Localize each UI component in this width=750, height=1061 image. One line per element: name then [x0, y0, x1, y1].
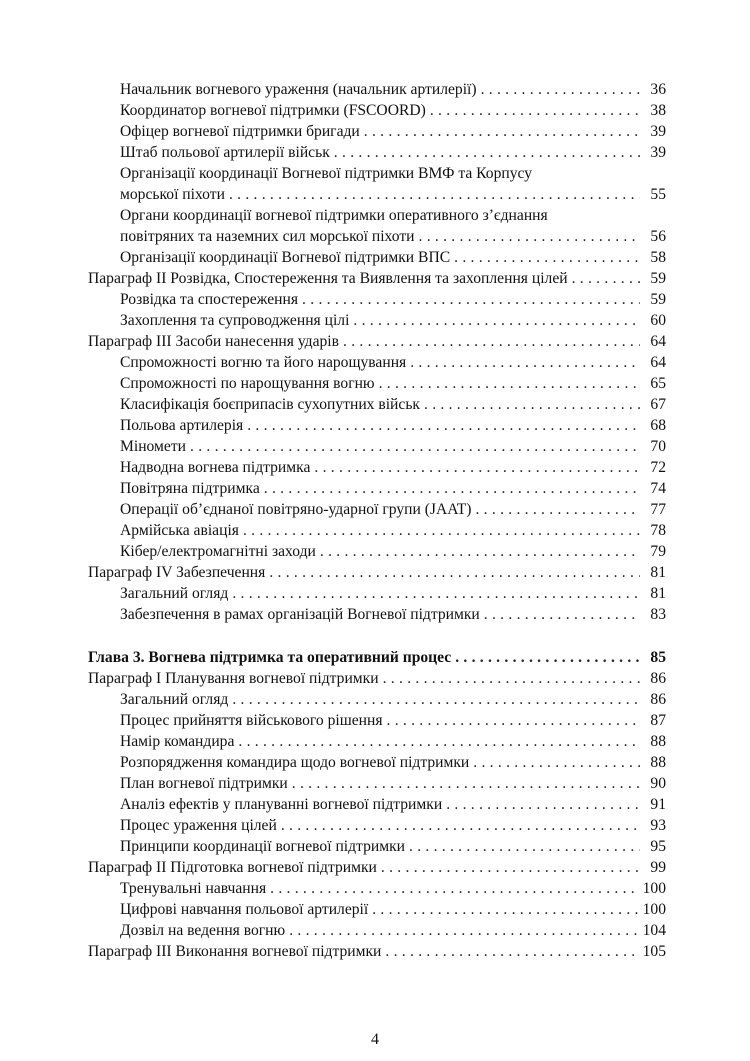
dot-leader: [410, 352, 640, 373]
dot-leader: [473, 752, 640, 773]
dot-leader: [381, 857, 640, 878]
toc-entry-title: Органи координації вогневої підтримки оперативного з’єднання: [120, 207, 548, 224]
dot-leader: [269, 562, 640, 583]
toc-entry-page: 91: [650, 796, 666, 813]
toc-entry-page: 90: [650, 775, 666, 792]
toc-entry-title: Намір командира: [120, 733, 235, 750]
toc-entry-page: 86: [650, 670, 666, 687]
toc-entry: [120, 520, 666, 541]
toc-entry: [120, 121, 666, 142]
dot-leader: [455, 647, 640, 668]
toc-entry-page: 81: [650, 585, 666, 602]
toc-entry-title: Принципи координації вогневої підтримки: [120, 838, 405, 855]
toc-entry-page: 100: [642, 880, 666, 897]
toc-entry: [120, 541, 666, 562]
toc-entry-title: Параграф І Планування вогневої підтримки: [88, 670, 379, 687]
dot-leader: [475, 499, 640, 520]
dot-leader: [353, 310, 640, 331]
dot-leader: [383, 668, 640, 689]
toc-entry-title: Процес ураження цілей: [120, 817, 277, 834]
dot-leader: [302, 289, 640, 310]
toc-entry: [88, 668, 666, 689]
toc-entry-page: 56: [650, 228, 666, 245]
toc-entry: [120, 920, 666, 941]
toc-entry-page: 86: [650, 691, 666, 708]
dot-leader: [232, 583, 640, 604]
toc-entry: [120, 899, 666, 920]
dot-leader: [270, 878, 638, 899]
toc-entry-page: 88: [650, 754, 666, 771]
toc-entry-title: Цифрові навчання польової артилерії: [120, 901, 369, 918]
dot-leader: [190, 436, 640, 457]
toc-entry-title: Начальник вогневого ураження (начальник артилерії): [120, 81, 477, 98]
toc-entry-page: 72: [650, 459, 666, 476]
toc-entry: [88, 268, 666, 289]
toc-entry: [88, 562, 666, 583]
toc-entry-page: 100: [642, 901, 666, 918]
toc-entry-page: 83: [650, 606, 666, 623]
toc-entry-title: Надводна вогнева підтримка: [120, 459, 311, 476]
toc-entry-title: Процес прийняття військового рішення: [120, 712, 383, 729]
page-number: 4: [371, 1031, 379, 1048]
toc-entry-page: 58: [650, 249, 666, 266]
dot-leader: [430, 100, 640, 121]
empty-leader: [552, 205, 662, 226]
toc-entry: [120, 394, 666, 415]
toc-entry-title: Координатор вогневої підтримки (FSCOORD): [120, 102, 426, 119]
toc-entry-title: Параграф ІІ Підготовка вогневої підтримки: [88, 859, 377, 876]
toc-entry-page: 78: [650, 522, 666, 539]
toc-entry-title: Розвідка та спостереження: [120, 291, 299, 308]
toc-entry: [88, 331, 666, 352]
toc-entry: [120, 184, 666, 205]
toc-entry-page: 67: [650, 396, 666, 413]
toc-entry: [120, 457, 666, 478]
toc-entry: [120, 247, 666, 268]
toc-entry: [120, 100, 666, 121]
toc-entry-title: Забезпечення в рамах організацій Вогневої підтримки: [120, 606, 480, 623]
toc-entry-title: Кібер/електромагнітні заходи: [120, 543, 316, 560]
dot-leader: [387, 710, 640, 731]
toc-entry-page: 74: [650, 480, 666, 497]
toc-entry: [120, 415, 666, 436]
toc-entry-title: Спроможності вогню та його нарощування: [120, 354, 407, 371]
toc-entry-page: 99: [650, 859, 666, 876]
toc-entry-title: Спроможності по нарощування вогню: [120, 375, 375, 392]
dot-leader: [446, 794, 640, 815]
dot-leader: [292, 773, 640, 794]
dot-leader: [364, 121, 640, 142]
toc-chapter-entry: [88, 647, 666, 668]
toc-entry: [88, 941, 666, 962]
dot-leader: [264, 478, 640, 499]
toc-entry-page: 39: [650, 123, 666, 140]
toc-entry: [120, 604, 666, 625]
toc-entry-page: 60: [650, 312, 666, 329]
toc-entry: [120, 163, 666, 184]
toc-entry-title: Польова артилерія: [120, 417, 244, 434]
toc-entry-page: 64: [650, 333, 666, 350]
toc-entry: [120, 478, 666, 499]
toc-entry-title: Загальний огляд: [120, 585, 229, 602]
toc-entry-title: Організації координації Вогневої підтримки ВМФ та Корпусу: [120, 165, 533, 182]
toc-entry-page: 105: [642, 943, 666, 960]
toc-entry-title: Параграф ІІ Розвідка, Спостереження та Виявлення та захоплення цілей: [88, 270, 568, 287]
toc-entry-title: План вогневої підтримки: [120, 775, 288, 792]
toc-entry-page: 95: [650, 838, 666, 855]
dot-leader: [232, 689, 640, 710]
toc-entry-title: Офіцер вогневої підтримки бригади: [120, 123, 360, 140]
toc-entry: [120, 205, 666, 226]
dot-leader: [572, 268, 640, 289]
toc-entry: [120, 794, 666, 815]
dot-leader: [379, 373, 640, 394]
toc-entry-page: 38: [650, 102, 666, 119]
toc-entry-page: 81: [650, 564, 666, 581]
toc-entry: [120, 499, 666, 520]
dot-leader: [343, 331, 640, 352]
toc-entry: [120, 310, 666, 331]
dot-leader: [409, 836, 640, 857]
dot-leader: [247, 415, 640, 436]
toc-entry-title: Операції об’єднаної повітряно-ударної групи (JAAT): [120, 501, 472, 518]
toc-entry-page: 77: [650, 501, 666, 518]
toc-entry-page: 59: [650, 291, 666, 308]
toc-chapter-title: Глава 3. Вогнева підтримка та оперативний процес: [88, 649, 452, 666]
toc-entry-page: 39: [650, 144, 666, 161]
toc-entry-title: Загальний огляд: [120, 691, 229, 708]
toc-entry-page: 68: [650, 417, 666, 434]
toc-entry-page: 64: [650, 354, 666, 371]
toc-entry-page: 36: [650, 81, 666, 98]
toc-entry-title: Повітряна підтримка: [120, 480, 260, 497]
toc-entry: [120, 731, 666, 752]
toc-entry-page: 88: [650, 733, 666, 750]
toc-entry-title: Організації координації Вогневої підтримки ВПС: [120, 249, 451, 266]
dot-leader: [372, 899, 638, 920]
toc-entry: [120, 142, 666, 163]
dot-leader: [334, 142, 640, 163]
toc-entry-title: морської піхоти: [120, 186, 225, 203]
toc-entry-title: повітряних та наземних сил морської піхоти: [120, 228, 415, 245]
dot-leader: [454, 247, 640, 268]
dot-leader: [314, 457, 640, 478]
toc-entry: [120, 79, 666, 100]
toc-entry-title: Штаб польової артилерії військ: [120, 144, 330, 161]
toc-entry: [120, 352, 666, 373]
dot-leader: [229, 184, 640, 205]
toc-entry: [120, 689, 666, 710]
toc-entry-page: 59: [650, 270, 666, 287]
toc-entry-page: 55: [650, 186, 666, 203]
dot-leader: [243, 520, 640, 541]
dot-leader: [289, 920, 638, 941]
dot-leader: [281, 815, 640, 836]
toc-entry-page: 79: [650, 543, 666, 560]
toc-entry-page: 65: [650, 375, 666, 392]
toc-entry-page: 87: [650, 712, 666, 729]
toc-entry: [120, 583, 666, 604]
toc-entry: [120, 226, 666, 247]
toc-entry: [88, 857, 666, 878]
empty-leader: [536, 163, 662, 184]
toc-entry-page: 93: [650, 817, 666, 834]
dot-leader: [484, 604, 640, 625]
toc-entry-title: Міномети: [120, 438, 186, 455]
dot-leader: [481, 79, 640, 100]
toc-entry-title: Армійська авіація: [120, 522, 239, 539]
toc-entry-title: Аналіз ефектів у плануванні вогневої підтримки: [120, 796, 443, 813]
toc-entry: [120, 773, 666, 794]
toc-entry-page: 85: [650, 649, 666, 666]
dot-leader: [238, 731, 640, 752]
toc-entry-title: Класифікація боєприпасів сухопутних військ: [120, 396, 421, 413]
toc-entry-page: 70: [650, 438, 666, 455]
toc-entry: [120, 289, 666, 310]
toc-entry: [120, 710, 666, 731]
toc-entry: [120, 836, 666, 857]
toc-entry-title: Тренувальні навчання: [120, 880, 267, 897]
toc-entry-title: Параграф ІІІ Виконання вогневої підтримки: [88, 943, 382, 960]
dot-leader: [424, 394, 640, 415]
toc-entry: [120, 373, 666, 394]
toc-entry-title: Розпорядження командира щодо вогневої підтримки: [120, 754, 470, 771]
dot-leader: [419, 226, 640, 247]
dot-leader: [320, 541, 640, 562]
toc-entry-title: Параграф IV Забезпечення: [88, 564, 266, 581]
toc-entry: [120, 815, 666, 836]
toc-entry-title: Параграф ІІІ Засоби нанесення ударів: [88, 333, 339, 350]
dot-leader: [385, 941, 638, 962]
toc-entry: [120, 752, 666, 773]
toc-entry-page: 104: [642, 922, 666, 939]
toc-entry-title: Захоплення та супроводження цілі: [120, 312, 350, 329]
toc-entry-title: Дозвіл на ведення вогню: [120, 922, 286, 939]
toc-entry: [120, 436, 666, 457]
toc-entry: [120, 878, 666, 899]
